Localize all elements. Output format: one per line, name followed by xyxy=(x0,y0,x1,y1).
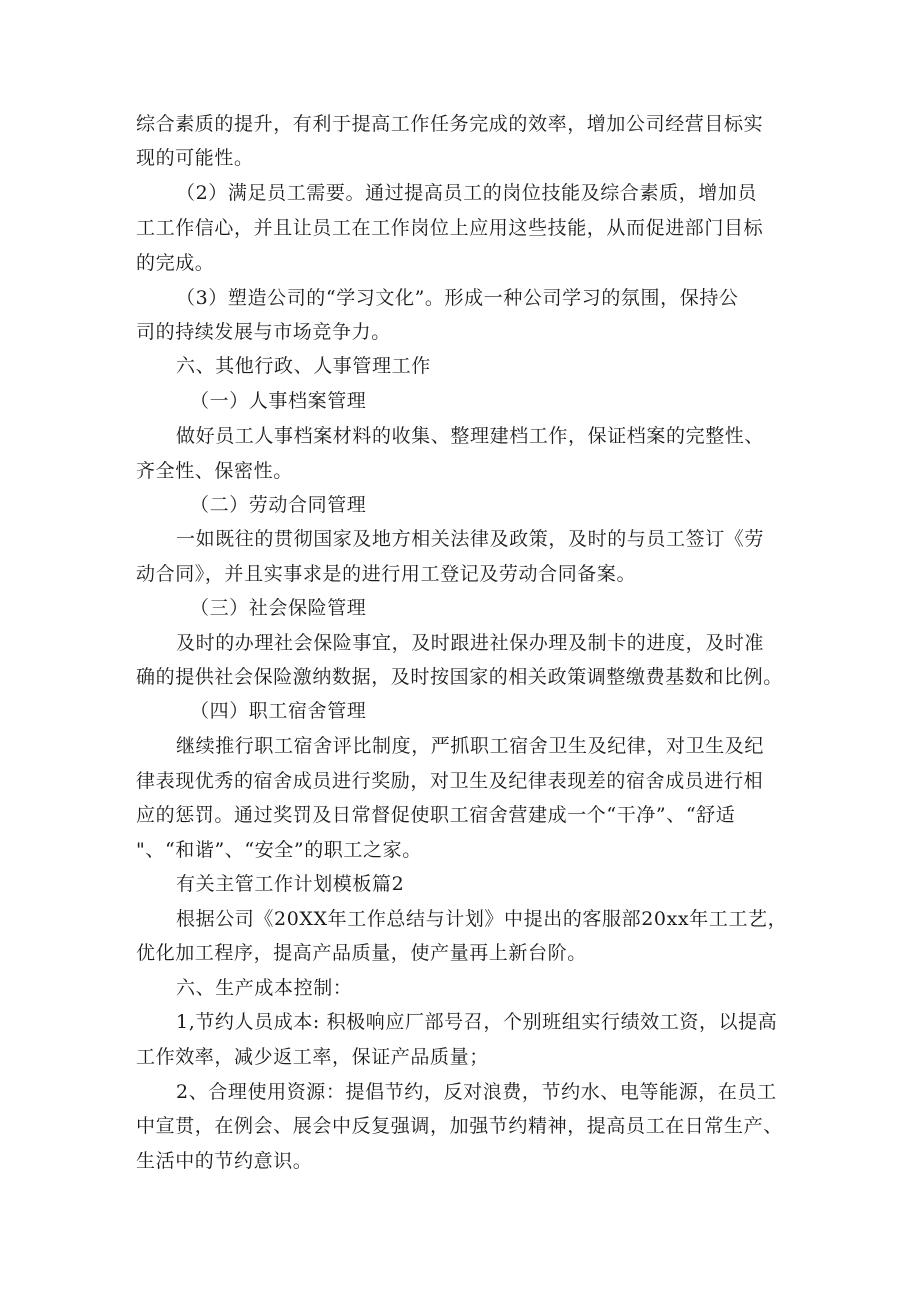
subsection-heading: （二）劳动合同管理 xyxy=(190,494,367,516)
paragraph-line: 综合素质的提升，有利于提高工作任务完成的效率，增加公司经营目标实 xyxy=(136,113,764,135)
paragraph-line: 齐全性、保密性。 xyxy=(136,460,293,482)
paragraph-line: 动合同》，并且实事求是的进行用工登记及劳动合同备案。 xyxy=(136,563,637,585)
paragraph-line: 中宣贯，在例会、展会中反复强调，加强节约精神，提高员工在日常生产、 xyxy=(136,1115,783,1137)
section-heading: 六、生产成本控制： xyxy=(176,977,353,999)
paragraph-line: （2）满足员工需要。通过提高员工的岗位技能及综合素质，增加员 xyxy=(176,182,758,204)
paragraph-line: 的完成。 xyxy=(136,252,215,274)
paragraph-line: 司的持续发展与市场竞争力。 xyxy=(136,321,391,343)
subsection-heading: （四）职工宿舍管理 xyxy=(190,700,367,722)
section-heading: 六、其他行政、人事管理工作 xyxy=(176,355,431,377)
subsection-heading: （三）社会保险管理 xyxy=(190,597,367,619)
paragraph-line: 根据公司《20XX年工作总结与计划》中提出的客服部20xx年工工艺， xyxy=(176,908,788,930)
subsection-heading: （一）人事档案管理 xyxy=(190,390,367,412)
paragraph-line: 继续推行职工宿舍评比制度，严抓职工宿舍卫生及纪律，对卫生及纪 xyxy=(176,735,765,757)
paragraph-line: 1,节约人员成本: 积极响应厂部号召，个别班组实行绩效工资，以提高 xyxy=(176,1011,778,1033)
paragraph-line: 工作效率，减少返工率，保证产品质量； xyxy=(136,1046,489,1068)
paragraph-line: （3）塑造公司的“学习文化”。形成一种公司学习的氛围，保持公 xyxy=(176,287,739,309)
paragraph-line: 生活中的节约意识。 xyxy=(136,1150,313,1172)
paragraph-line: 确的提供社会保险激纳数据，及时按国家的相关政策调整缴费基数和比例。 xyxy=(136,666,783,688)
paragraph-line: 2、合理使用资源：提倡节约，反对浪费，节约水、电等能源，在员工 xyxy=(176,1081,777,1103)
paragraph-line: 一如既往的贯彻国家及地方相关法律及政策，及时的与员工签订《劳 xyxy=(176,528,765,550)
section-title: 有关主管工作计划模板篇2 xyxy=(176,873,405,895)
paragraph-line: 优化加工程序，提高产品质量，使产量再上新台阶。 xyxy=(136,942,587,964)
paragraph-line: 工工作信心，并且让员工在工作岗位上应用这些技能，从而促进部门目标 xyxy=(136,217,764,239)
paragraph-line: 做好员工人事档案材料的收集、整理建档工作，保证档案的完整性、 xyxy=(176,425,765,447)
paragraph-line: 现的可能性。 xyxy=(136,147,254,169)
paragraph-line: 律表现优秀的宿舍成员进行奖励，对卫生及纪律表现差的宿舍成员进行相 xyxy=(136,770,764,792)
paragraph-line: 应的惩罚。通过奖罚及日常督促使职工宿舍营建成一个“干净”、“舒适 xyxy=(136,804,736,826)
paragraph-line: "、“和谐”、“安全”的职工之家。 xyxy=(136,839,422,861)
paragraph-line: 及时的办理社会保险事宜，及时跟进社保办理及制卡的进度，及时准 xyxy=(176,632,765,654)
